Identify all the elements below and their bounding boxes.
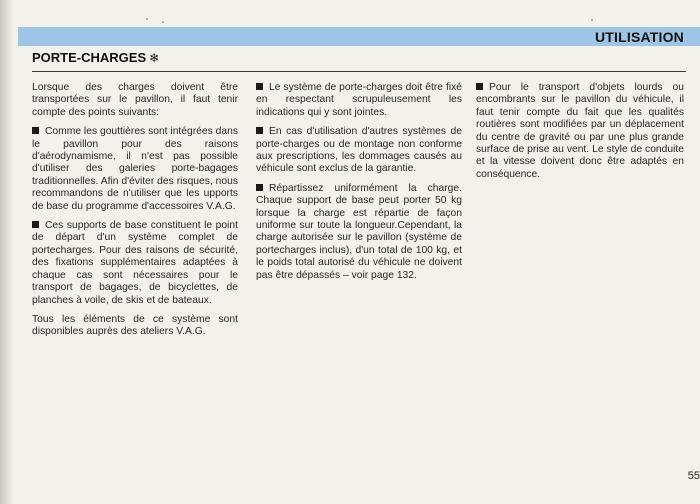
text-column-1 (32, 82, 238, 346)
paragraph-text: En cas d'utilisation d'autres systèmes de porte-charges ou de montage non conforme aux prescriptions, les dommages causés au véhicule sont exclus de la garantie. (256, 126, 462, 175)
paragraph-text: Répartissez uniformément la charge. Chaque support de base peut porter 50 kg lorsque la charge est répartie de façon uniforme sur toute la longueur.Cependant, la charge autorisée sur le pavillon (système de portecharges inclus), d'un total de 100 kg, et le poids total autorisé du véhicule ne doivent pas être dépassés – voir page 132. (256, 182, 462, 281)
paragraph-text: Pour le transport d'objets lourds ou encombrants sur le pavillon du véhicule, il faut tenir compte du fait que les qualités routières sont modifiées par un déplacement du centre de gravité ou par une plus grande surface de prise au vent. Le style de conduite et la vitesse doivent donc être adaptés en conséquence. (476, 82, 684, 180)
bullet-paragraph (32, 126, 238, 213)
snowflake-icon: ❄ (149, 51, 160, 65)
page-number: 55 (687, 470, 700, 482)
section-title: UTILISATION (594, 29, 684, 45)
bullet-paragraph (256, 82, 462, 119)
page-heading (32, 50, 159, 66)
square-bullet-icon (256, 83, 263, 90)
bullet-paragraph (256, 126, 462, 176)
square-bullet-icon (32, 221, 39, 228)
text-column-2 (256, 82, 462, 289)
bullet-paragraph (32, 220, 238, 307)
paragraph-text: Le système de porte-charges doit être fixé en respectant scrupuleusement les indications qui y sont jointes. (256, 82, 462, 118)
paragraph-text: Ces supports de base constituent le point de départ d'un système complet de portecharges. Pour des raisons de sécurité, des fixations supplémentaires adaptées à chaque cas sont nécessaires pour le transport de bagages, de bicyclettes, de planches à voile, de skis et de bateaux. (32, 220, 238, 306)
paper-speck (162, 21, 164, 23)
page-gutter-shadow (0, 0, 14, 504)
square-bullet-icon (256, 184, 263, 191)
paragraph-text: Lorsque des charges doivent être transportées sur le pavillon, il faut tenir compte des points suivants: (32, 82, 238, 118)
heading-title: PORTE-CHARGES (32, 50, 147, 65)
square-bullet-icon (32, 127, 39, 134)
square-bullet-icon (256, 127, 263, 134)
section-header-bar (18, 27, 700, 46)
bullet-paragraph (476, 82, 684, 181)
paragraph-text: Tous les éléments de ce système sont disponibles auprès des ateliers V.A.G. (32, 313, 238, 338)
bullet-paragraph (256, 183, 462, 282)
paragraph (32, 314, 238, 339)
paper-speck (146, 18, 148, 20)
paragraph-text: Comme les gouttières sont intégrées dans le pavillon pour des raisons d'aérodynamisme, il n'est pas possible d'utiliser des galeries porte-bagages traditionnelles. Afin d'éviter des risques, nous recommandons de n'utiliser que les upports de base du programme d'accessoires V.A.G. (32, 126, 238, 212)
heading-divider (32, 71, 686, 72)
text-column-3 (476, 82, 684, 188)
square-bullet-icon (476, 83, 483, 90)
paragraph (32, 82, 238, 119)
paper-speck (591, 19, 593, 21)
